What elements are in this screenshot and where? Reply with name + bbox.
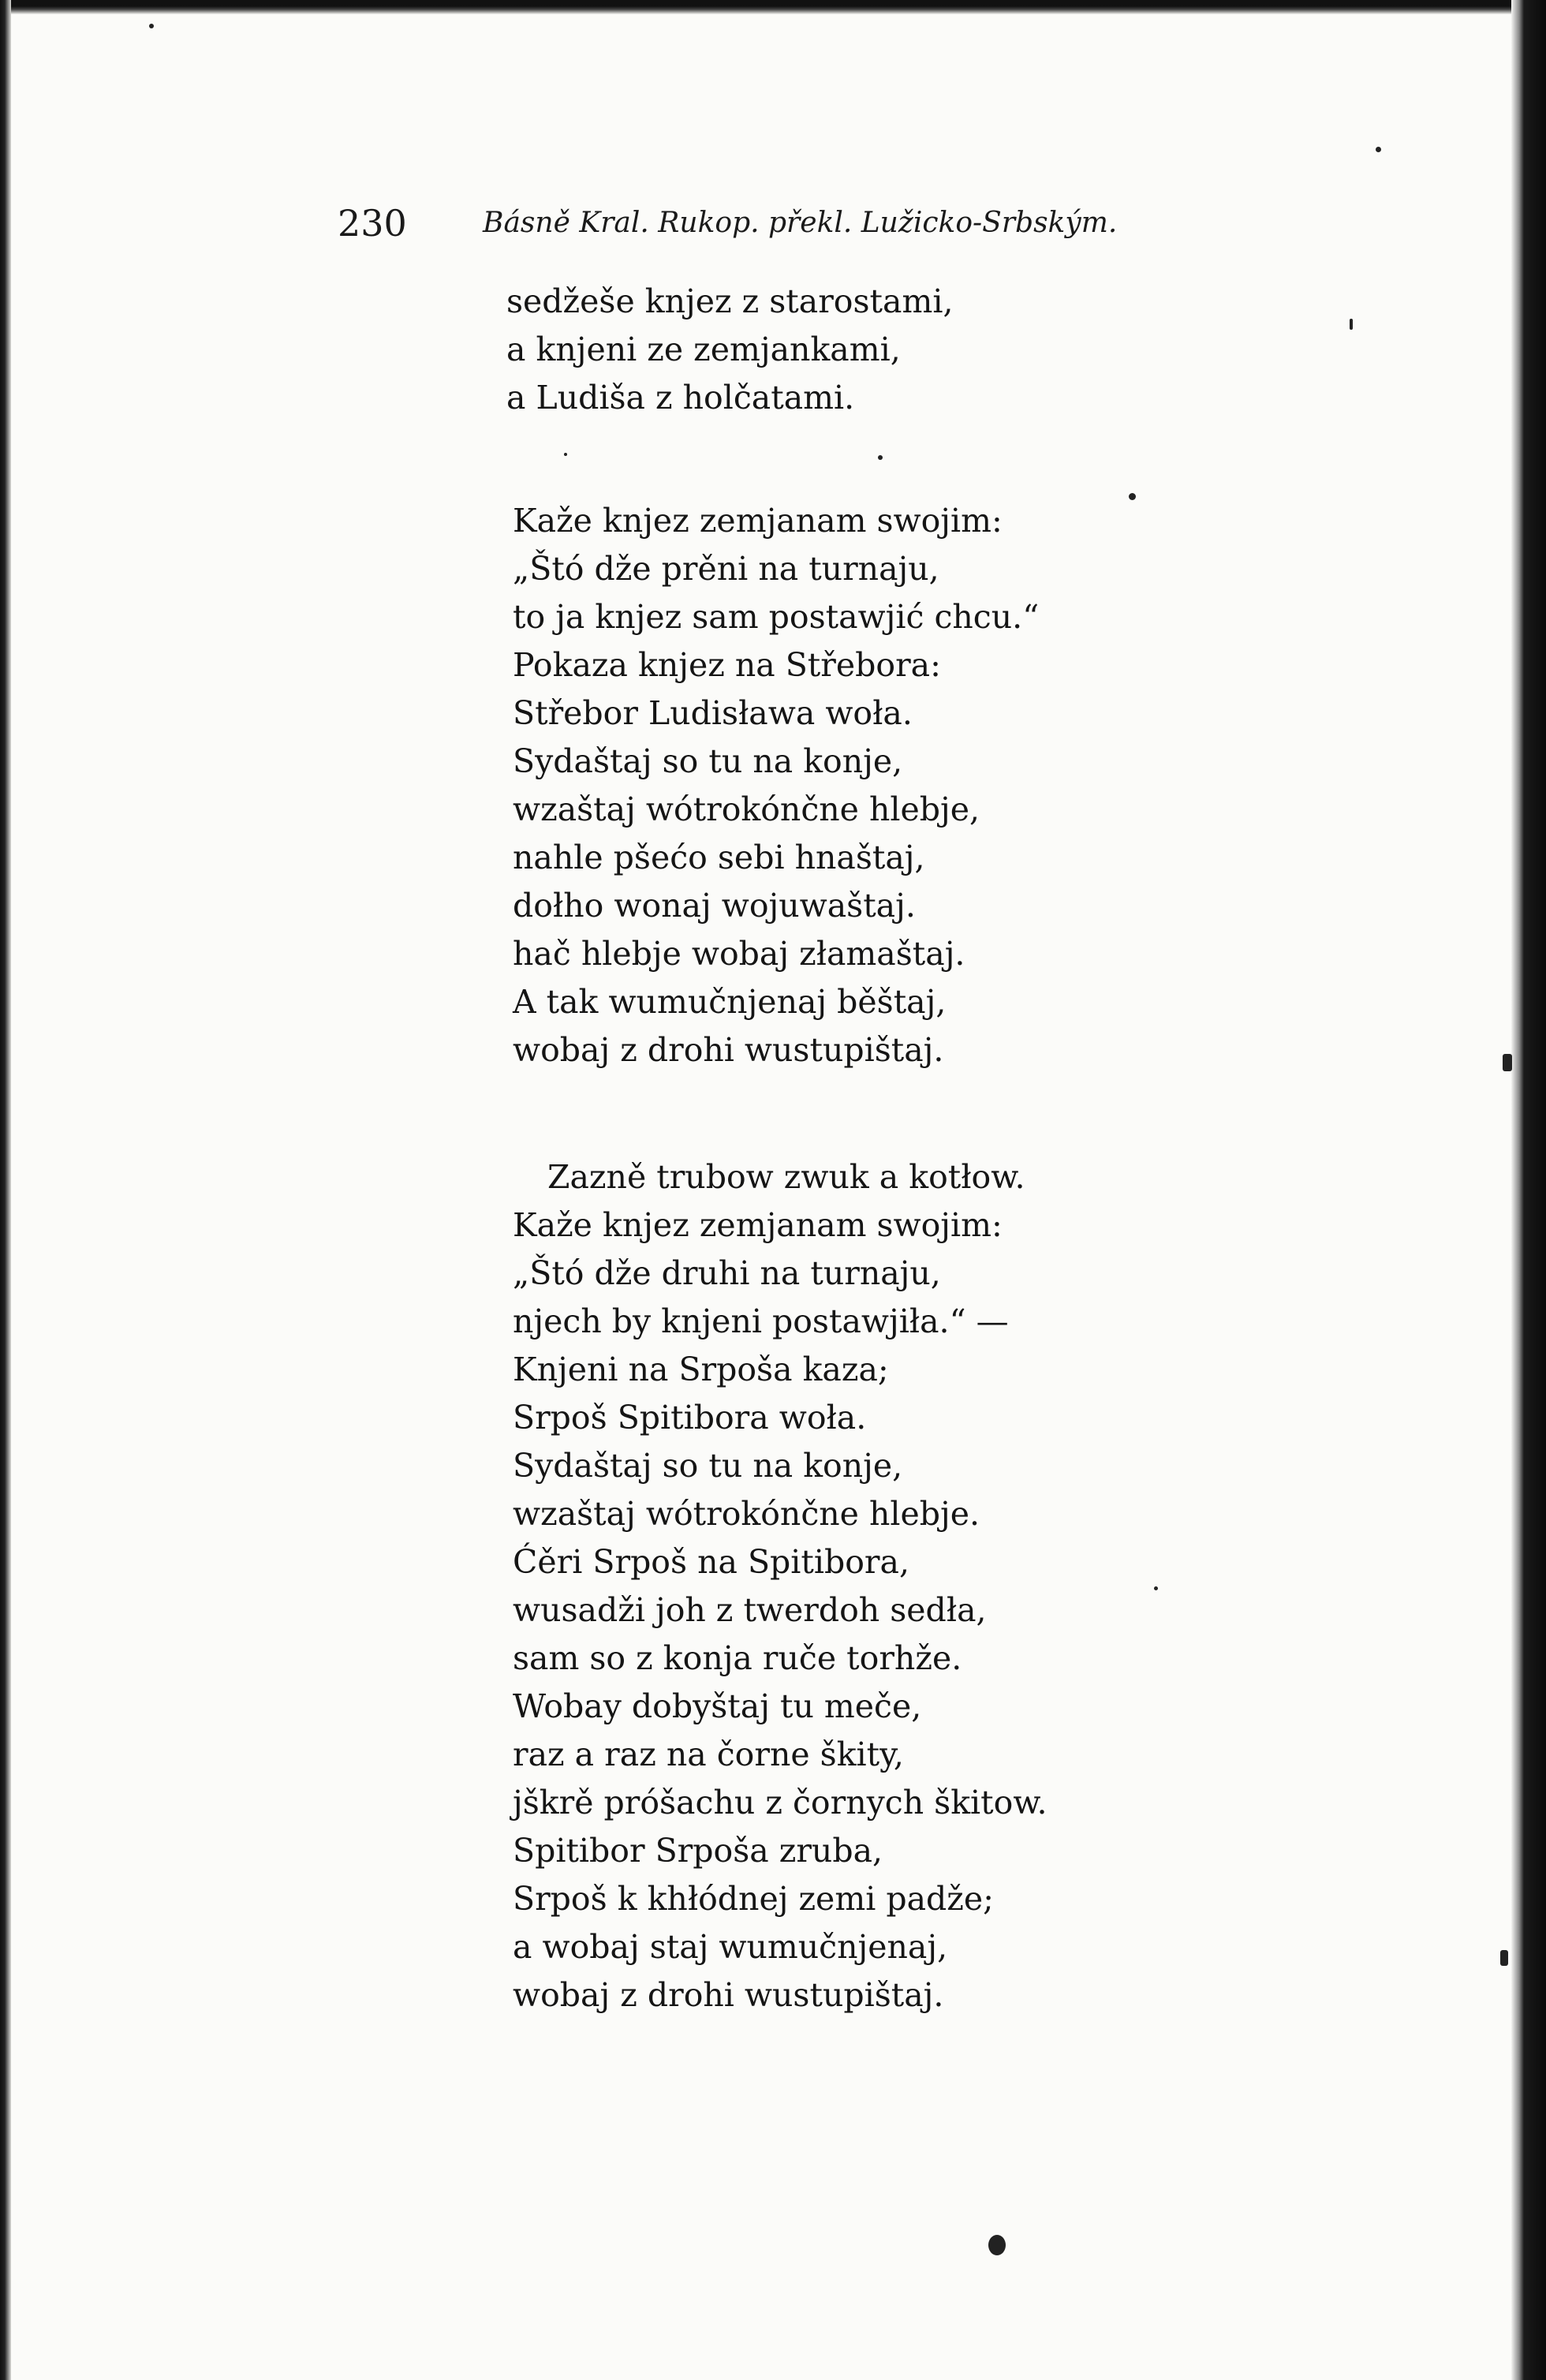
verse-line: Spitibor Srpoša zruba, <box>513 1832 883 1870</box>
stanza <box>506 278 953 422</box>
verse-line: a knjeni ze zemjankami, <box>506 331 901 368</box>
verse-line: Ćěri Srpoš na Spitibora, <box>513 1543 909 1581</box>
verse-line: Střebor Ludisława woła. <box>513 694 913 732</box>
verse-line: „Štó dže druhi na turnaju, <box>513 1254 941 1292</box>
verse-line: Knjeni na Srpoša kaza; <box>513 1351 889 1388</box>
page-number: 230 <box>338 202 407 245</box>
verse-line: jškrě próšachu z čornych škitow. <box>513 1784 1047 1821</box>
verse-line: wobaj z drohi wustupištaj. <box>513 1031 944 1069</box>
verse-line: wusadži joh z twerdoh sedła, <box>513 1591 987 1629</box>
verse-line: dołho wonaj wojuwaštaj. <box>513 887 916 925</box>
stanza <box>513 497 1039 1074</box>
running-head: Básně Kral. Rukop. překl. Lužicko-Srbským. <box>483 207 1118 239</box>
verse-line: Wobay dobyštaj tu meče, <box>513 1687 922 1725</box>
verse-line: Kaže knjez zemjanam swojim: <box>513 1206 1003 1244</box>
verse-line: sam so z konja ruče torhže. <box>513 1639 962 1677</box>
verse-line: Sydaštaj so tu na konje, <box>513 742 903 780</box>
scan-speck <box>1350 319 1353 330</box>
scan-speck <box>1129 493 1136 500</box>
verse-line: „Štó dže prěni na turnaju, <box>513 550 939 588</box>
verse-line: raz a raz na čorne škity, <box>513 1735 904 1773</box>
verse-line: sedžeše knjez z starostami, <box>506 282 954 320</box>
verse-line: hač hlebje wobaj złamaštaj. <box>513 935 965 973</box>
scan-left-edge <box>0 0 11 2380</box>
scan-speck <box>1503 1054 1512 1071</box>
scan-right-edge <box>1511 0 1546 2380</box>
scan-speck <box>1376 147 1381 152</box>
verse-line: njech by knjeni postawjiła.“ — <box>513 1302 1009 1340</box>
scan-speck <box>1500 1950 1508 1966</box>
verse-line: wobaj z drohi wustupištaj. <box>513 1976 944 2014</box>
verse-line: a wobaj staj wumučnjenaj, <box>513 1928 948 1966</box>
verse-line: Zazně trubow zwuk a kotłow. <box>547 1158 1025 1196</box>
verse-line: Pokaza knjez na Střebora: <box>513 646 941 684</box>
scan-speck <box>1154 1586 1158 1590</box>
verse-line: wzaštaj wótrokónčne hlebje. <box>513 1495 980 1533</box>
scan-speck <box>988 2235 1006 2255</box>
scan-speck <box>878 455 883 460</box>
verse-line: wzaštaj wótrokónčne hlebje, <box>513 790 980 828</box>
verse-line: to ja knjez sam postawjić chcu.“ <box>513 598 1040 636</box>
stanza <box>513 1153 1047 2019</box>
verse-line: Srpoš k khłódnej zemi padže; <box>513 1880 994 1918</box>
verse-line: A tak wumučnjenaj běštaj, <box>513 983 947 1021</box>
verse-line: nahle pšećo sebi hnaštaj, <box>513 839 925 876</box>
verse-line: Srpoš Spitibora woła. <box>513 1399 867 1437</box>
scan-speck <box>149 24 154 28</box>
verse-line: a Ludiša z holčatami. <box>506 379 855 417</box>
scan-speck <box>564 453 567 456</box>
verse-line: Sydaštaj so tu na konje, <box>513 1447 903 1485</box>
scan-top-edge <box>0 0 1546 14</box>
verse-line: Kaže knjez zemjanam swojim: <box>513 502 1003 540</box>
